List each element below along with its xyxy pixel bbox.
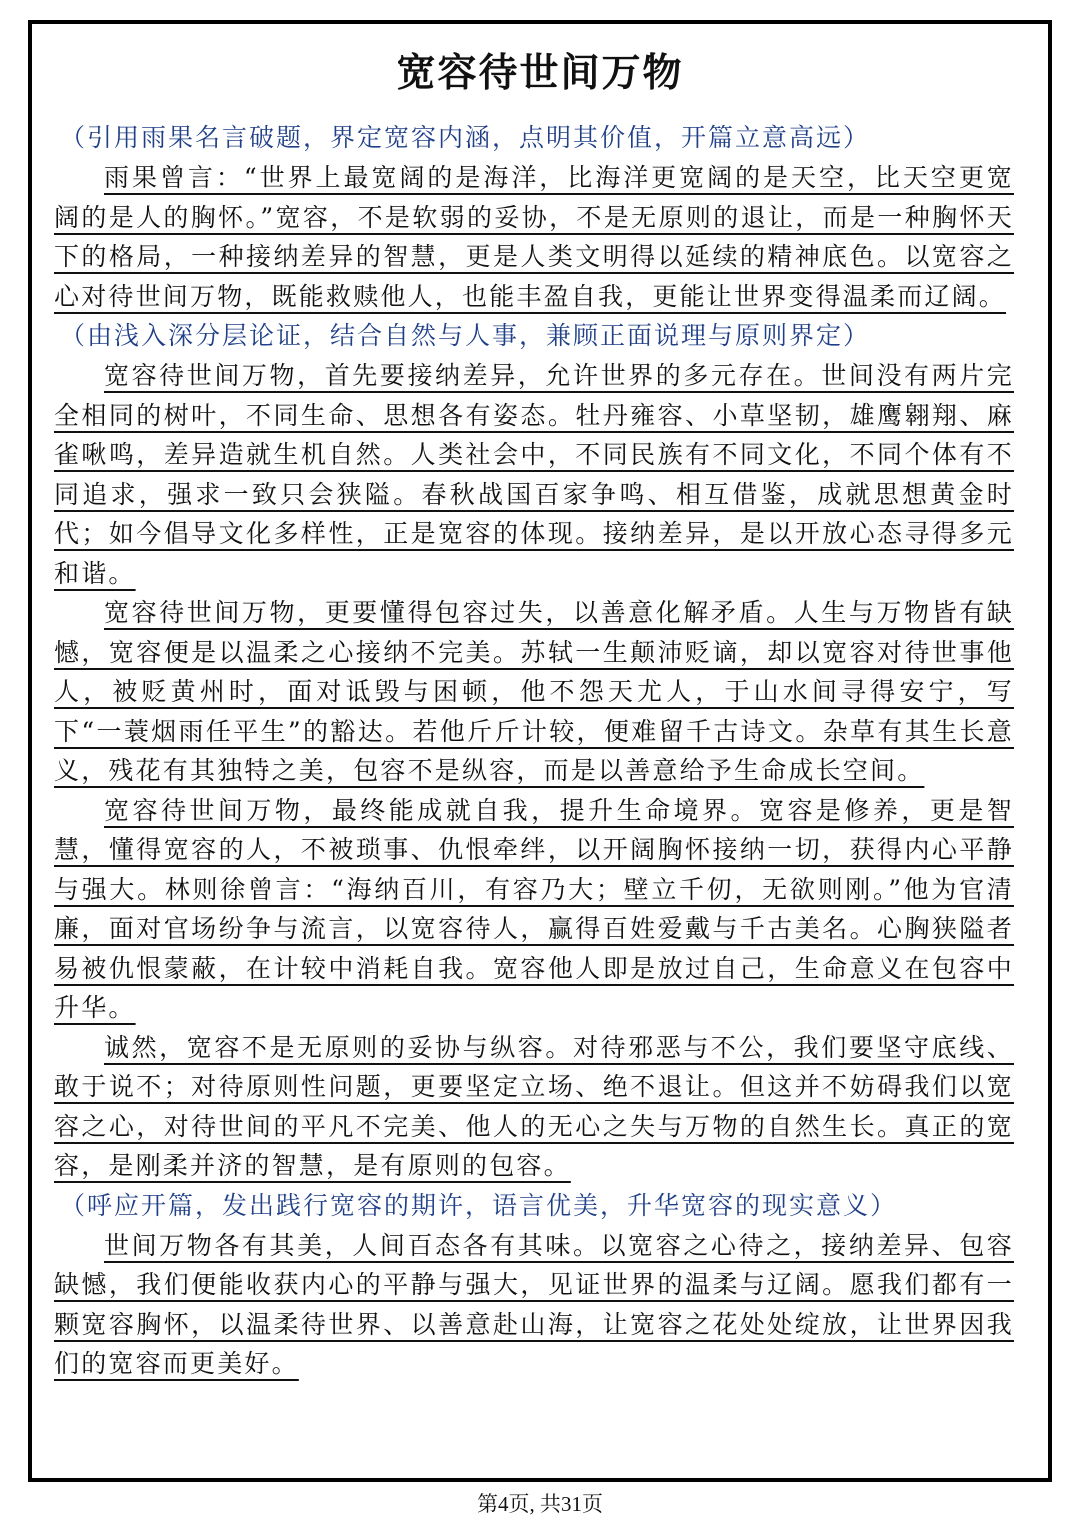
paragraph-body-2-text: 宽容待世间万物，更要懂得包容过失，以善意化解矛盾。人生与万物皆有缺憾，宽容便是以温柔之心接纳不完美。苏轼一生颠沛贬谪，却以宽容对待世事他人，被贬黄州时，面对诋毁与困顿，他不怨天尤人，于山水间寻得安宁，写下“一蓑烟雨任平生”的豁达。若他斤斤计较，便难留千古诗文。杂草有其生长意义，残花有其独特之美，包容不是纵容，而是以善意给予生命成长空间。 [54, 598, 1014, 785]
paragraph-body-3 [54, 791, 1014, 1028]
paragraph-body-4 [54, 1028, 1014, 1186]
annotation-body: （由浅入深分层论证，结合自然与人事，兼顾正面说理与原则界定） [60, 321, 871, 350]
essay-title: 宽容待世间万物 [396, 50, 684, 96]
paragraph-body-3-text: 宽容待世间万物，最终能成就自我，提升生命境界。宽容是修养，更是智慧，懂得宽容的人，不被琐事、仇恨牵绊，以开阔胸怀接纳一切，获得内心平静与强大。林则徐曾言：“海纳百川，有容乃大；壁立千仞，无欲则刚。”他为官清廉，面对官场纷争与流言，以宽容待人，赢得百姓爱戴与千古美名。心胸狭隘者易被仇恨蒙蔽，在计较中消耗自我。宽容他人即是放过自己，生命意义在包容中升华。 [54, 795, 1014, 1022]
paragraph-body-2 [54, 593, 1014, 791]
annotation-conclusion: （呼应开篇，发出践行宽容的期许，语言优美，升华宽容的现实意义） [60, 1190, 898, 1220]
annotation-intro: （引用雨果名言破题，界定宽容内涵，点明其价值，开篇立意高远） [60, 123, 871, 152]
paragraph-body-1-text: 宽容待世间万物，首先要接纳差异，允许世界的多元存在。世间没有两片完全相同的树叶，不同生命、思想各有姿态。牡丹雍容、小草坚韧，雄鹰翱翔、麻雀啾鸣，差异造就生机自然。人类社会中，不同民族有不同文化，不同个体有不同追求，强求一致只会狭隘。春秋战国百家争鸣、相互借鉴，成就思想黄金时代；如今倡导文化多样性，正是宽容的体现。接纳差异，是以开放心态寻得多元和谐。 [54, 361, 1014, 588]
paragraph-body-4-text: 诚然，宽容不是无原则的妥协与纵容。对待邪恶与不公，我们要坚守底线、敢于说不；对待原则性问题，更要坚定立场、绝不退让。但这并不妨碍我们以宽容之心，对待世间的平凡不完美、他人的无心之失与万物的自然生长。真正的宽容，是刚柔并济的智慧，是有原则的包容。 [54, 1032, 1014, 1180]
paragraph-intro-text: 雨果曾言：“世界上最宽阔的是海洋，比海洋更宽阔的是天空，比天空更宽阔的是人的胸怀。”宽容，不是软弱的妥协，不是无原则的退让，而是一种胸怀天下的格局，一种接纳差异的智慧，更是人类文明得以延续的精神底色。以宽容之心对待世间万物，既能救赎他人，也能丰盈自我，更能让世界变得温柔而辽阔。 [54, 163, 1014, 311]
paragraph-intro [54, 158, 1014, 316]
paragraph-body-1 [54, 356, 1014, 593]
essay-body [54, 118, 1014, 1384]
paragraph-conclusion-text: 世间万物各有其美，人间百态各有其味。以宽容之心待之，接纳差异、包容缺憾，我们便能收获内心的平静与强大，见证世界的温柔与辽阔。愿我们都有一颗宽容胸怀，以温柔待世界、以善意赴山海，让宽容之花处处绽放，让世界因我们的宽容而更美好。 [54, 1230, 1014, 1378]
page-number: 第4页, 共31页 [477, 1492, 603, 1516]
paragraph-conclusion [54, 1226, 1014, 1384]
